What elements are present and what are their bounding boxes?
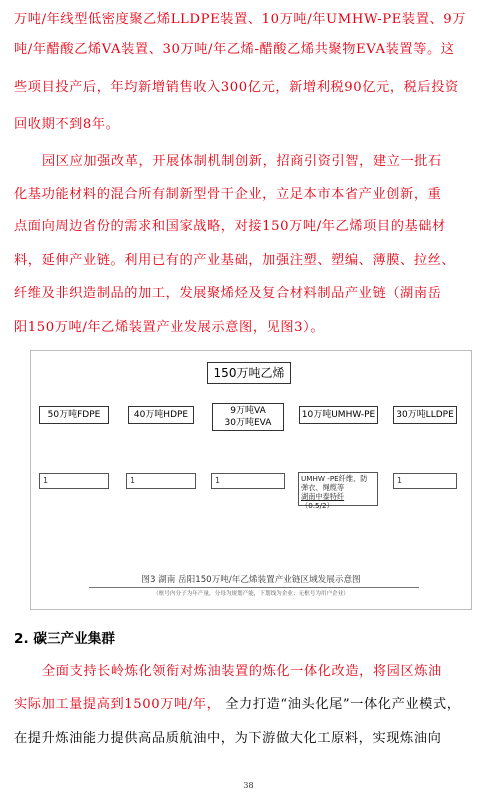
product-box-lldpe: 30万吨LLDPE [393,406,457,424]
product-va-label: 9万吨VA [230,406,266,416]
paragraph-line: 万吨/年线型低密度聚乙烯LLDPE装置、10万吨/年UMHW-PE装置、9万 [14,12,467,27]
annotation-line: UMHW -PE纤维、防 [301,474,368,483]
paragraph-line: 全面支持长岭炼化领衔对炼油装置的炼化一体化改造，将园区炼油 [42,664,442,679]
downstream-box-va-eva: 1 [211,473,285,489]
product-eva-label: 30万吨EVA [224,418,272,428]
paragraph-line: 吨/年醋酸乙烯VA装置、30万吨/年乙烯-醋酸乙烯共聚物EVA装置等。这 [14,42,455,57]
capacity-ratio: （0.5/2） [301,501,334,510]
downstream-box-fdpe: 1 [39,473,109,489]
paragraph-line: 回收期不到8年。 [14,117,120,132]
paragraph-line: 纤维及非织造制品的加工，发展聚烯烃及复合材料制品产业链（湖南岳 [14,286,442,301]
section-title: 2. 碳三产业集群 [14,631,115,647]
paragraph-line: 阳150万吨/年乙烯装置产业发展示意图，见图3）。 [14,320,325,335]
paragraph-line: 在提升炼油能力提供高品质航油中，为下游做大化工原料，实现炼油向 [14,731,442,746]
page-number: 38 [243,781,254,790]
industry-chain-figure [30,350,472,610]
paragraph-line: 园区应加强改革，开展体制机制创新，招商引资引智，建立一批石 [42,154,442,169]
downstream-box-umhw-pe [298,472,378,510]
annotation-line: 弹衣、绳缆等 [301,483,345,492]
product-box-va-eva [212,403,284,431]
paragraph-line: 料，延伸产业链。利用已有的产业基础，加强注塑、塑编、薄膜、拉丝、 [14,253,456,268]
company-name-link: 湖南中泰特纤 [301,492,345,501]
paragraph-line [14,693,461,712]
product-box-umhw-pe: 10万吨UMHW-PE [299,406,378,424]
paragraph-line-red-part: 实际加工量提高到1500万吨/年， [14,697,221,712]
figure-caption: 图3 湖南 岳阳150万吨/年乙烯装置产业链区域发展示意图 [141,575,361,585]
annotation-company-line [301,492,375,510]
ethylene-plant-box: 150万吨乙烯 [207,362,291,384]
paragraph-line-black-part: 全力打造“油头化尾”一体化产业模式， [225,697,461,712]
paragraph-line: 些项目投产后，年均新增销售收入300亿元，新增利税90亿元，税后投资 [14,80,459,95]
caption-divider [89,587,419,588]
figure-note: （框号内分子为年产量，分母为规划产能，下划线为企业；无框号为用户企业） [153,591,349,597]
product-box-hdpe: 40万吨HDPE [128,406,194,424]
downstream-box-hdpe: 1 [126,473,196,489]
paragraph-line: 化基功能材料的混合所有制新型骨干企业，立足本市本省产业创新，重 [14,187,442,202]
product-box-fdpe: 50万吨FDPE [39,406,109,424]
downstream-box-lldpe: 1 [393,473,457,489]
paragraph-line: 点面向周边省份的需求和国家战略，对接150万吨/年乙烯项目的基础材 [14,219,446,234]
